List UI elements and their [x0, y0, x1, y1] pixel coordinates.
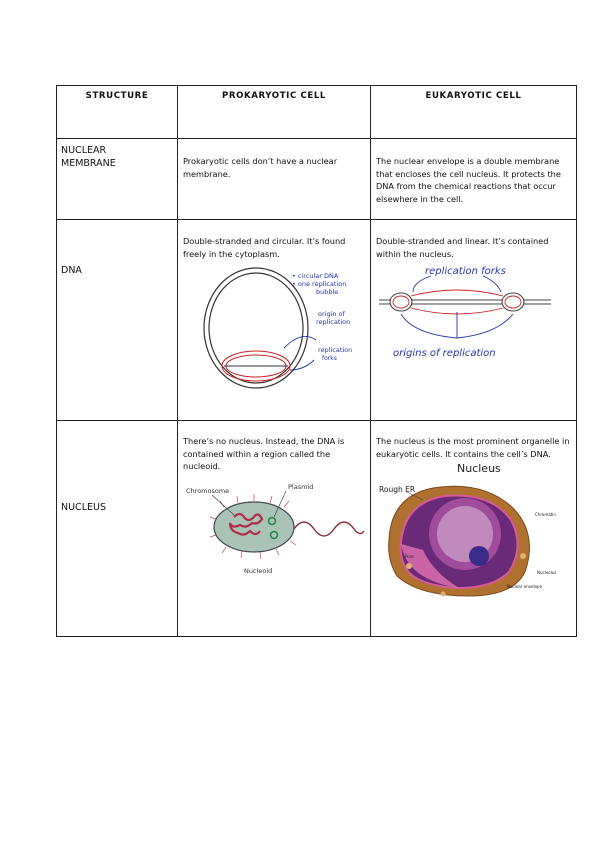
table-header-row: [57, 86, 577, 139]
label-rough-er: Rough ER: [379, 485, 416, 495]
label-plasmid: Plasmid: [288, 482, 314, 491]
label-chromosome: Chromosome: [186, 486, 230, 495]
nucleus-diagram: [373, 460, 573, 602]
label-nucleoid: Nucleoid: [244, 566, 273, 575]
label-one-replication: • one replication: [292, 280, 347, 289]
cell-eukaryotic-dna: Double-stranded and linear. It’s contained within the nucleus. replication forks origins of replication: [371, 220, 577, 421]
cell-prokaryotic-membrane: Prokaryotic cells don’t have a nuclear membrane.: [178, 139, 371, 220]
label-replication-1: replication: [316, 318, 351, 327]
cell-eukaryotic-nucleus: The nucleus is the most prominent organelle in eukaryotic cells. It contains the cell’s DNA. Nucleus Rough ER Chromatin Pore Nucleolus Nuclear envelope: [371, 421, 577, 637]
prokaryote-cell-diagram: [182, 477, 367, 577]
circular-dna-diagram: [184, 260, 364, 400]
nucleus-title: Nucleus: [457, 462, 501, 476]
label-circular-dna: • circular DNA: [292, 272, 339, 281]
table-row: [57, 421, 577, 637]
label-nuclear-envelope: Nuclear envelope: [507, 584, 543, 590]
header-prokaryotic: PROKARYOTIC CELL: [178, 86, 371, 139]
label-origins-of-replication: origins of replication: [393, 348, 496, 360]
table-row: [57, 220, 577, 421]
row-label-dna: DNA: [57, 220, 178, 421]
header-structure: STRUCTURE: [57, 86, 178, 139]
cell-prokaryotic-dna: Double-stranded and circular. It’s found freely in the cytoplasm. • circular DNA • one replication bubble origin of replication replication forks: [178, 220, 371, 421]
cell-prokaryotic-nucleus: There’s no nucleus. Instead, the DNA is contained within a region called the nucleoid. Chromosome Plasmid Nucleoid: [178, 421, 371, 637]
label-pore: Pore: [405, 554, 414, 560]
label-chromatin: Chromatin: [535, 512, 556, 518]
label-nucleolus: Nucleolus: [537, 570, 557, 576]
row-label-nuclear-membrane: NUCLEAR MEMBRANE: [57, 139, 178, 220]
row-label-nucleus: NUCLEUS: [57, 421, 178, 637]
label-replication-forks: replication forks: [425, 266, 506, 278]
label-forks: forks: [322, 355, 337, 363]
label-origin-of: origin of: [318, 310, 345, 319]
header-eukaryotic: EUKARYOTIC CELL: [371, 86, 577, 139]
label-replication-2: replication: [318, 346, 353, 355]
linear-dna-diagram: [373, 260, 573, 370]
table-row: [57, 139, 577, 220]
label-bubble: bubble: [316, 288, 339, 297]
cell-eukaryotic-membrane: The nuclear envelope is a double membrane that encloses the cell nucleus. It protects the DNA from the chemical reactions that occur elsewhere in the cell.: [371, 139, 577, 220]
comparison-table: [56, 85, 577, 637]
